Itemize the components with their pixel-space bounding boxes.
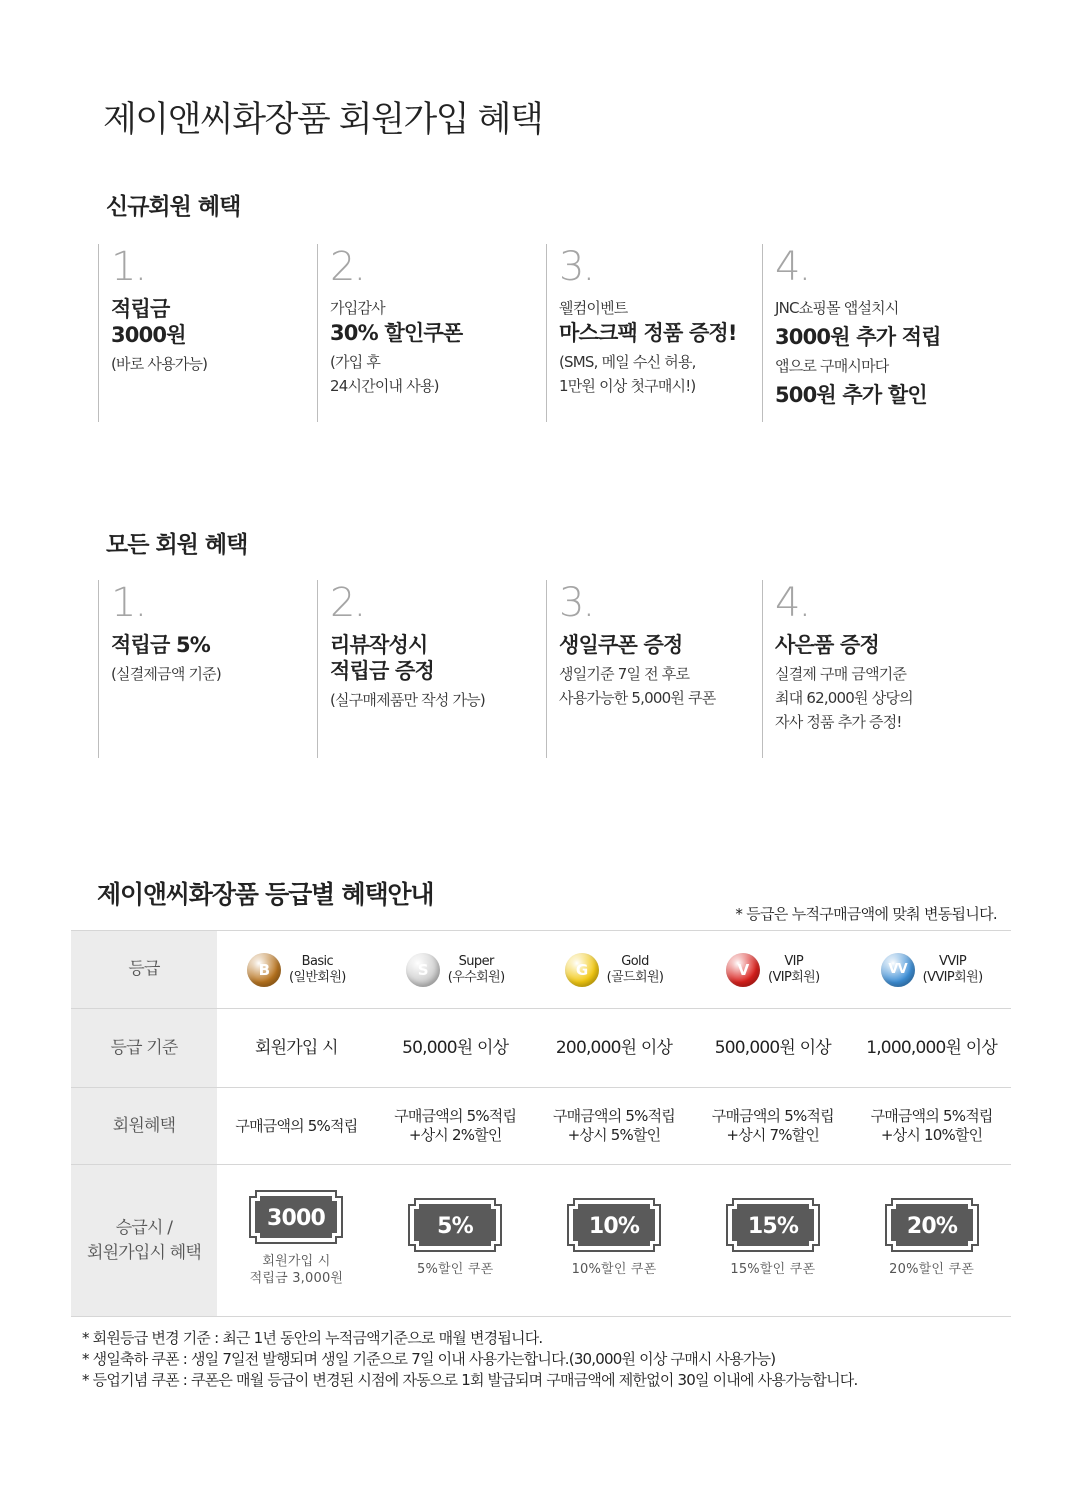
coupon-ticket-icon (248, 1189, 344, 1245)
grade-badge-icon: V (726, 953, 760, 987)
benefit-number: 3. (559, 244, 594, 290)
grade-benefit (693, 1088, 852, 1164)
benefit-headline: 30% 할인쿠폰 (330, 321, 463, 345)
benefit-text: 구매금액의 5%적립 +상시 2%할인 (394, 1107, 517, 1144)
grade-cell-basic (217, 931, 376, 1008)
benefit-headline: 500원 추가 할인 (775, 383, 927, 407)
grade-table (71, 930, 1011, 1317)
grade-criteria (852, 1009, 1011, 1087)
coupon-value: 5% (437, 1214, 474, 1239)
benefit-headline: 마스크팩 정품 증정! (559, 321, 737, 345)
grade-section-title: 제이앤씨화장품 등급별 혜택안내 (97, 880, 434, 909)
grade-label (726, 953, 820, 987)
benefit-detail: (실구매제품만 작성 가능) (330, 691, 485, 709)
coupon-value: 10% (588, 1214, 640, 1239)
grade-benefit (217, 1088, 376, 1164)
footnotes (82, 1328, 857, 1391)
benefit-detail: 사용가능한 5,000원 쿠폰 (559, 689, 716, 707)
grade-name-en: Basic (301, 953, 334, 969)
grade-name-en: VVIP (939, 953, 967, 969)
grade-criteria (535, 1009, 694, 1087)
criteria-text: 50,000원 이상 (402, 1038, 509, 1058)
row-header-coupon: 승급시 / 회원가입시 혜택 (71, 1165, 217, 1316)
criteria-text: 1,000,000원 이상 (866, 1038, 997, 1058)
grade-name (923, 954, 983, 986)
grade-label (406, 953, 505, 987)
benefit-detail: 24시간이내 사용) (330, 377, 439, 395)
new-member-section-title: 신규회원 혜택 (106, 194, 241, 220)
benefit-headline: 적립금 (111, 297, 170, 321)
grade-name (448, 954, 505, 986)
grade-name-ko: (우수회원) (447, 969, 505, 985)
benefit-detail: 앱으로 구매시마다 (775, 357, 889, 375)
coupon-ticket-icon (407, 1197, 503, 1253)
criteria-row (71, 1008, 1011, 1087)
grade-cell-gold (535, 931, 694, 1008)
coupon-caption: 5%할인 쿠폰 (417, 1262, 494, 1277)
all-member-benefits (0, 580, 1080, 758)
benefit-detail: JNC쇼핑몰 앱설치시 (775, 299, 899, 317)
benefit-number: 3. (559, 580, 594, 626)
grade-row (71, 930, 1011, 1008)
benefit-headline: 3000원 (111, 323, 186, 347)
grade-coupon (376, 1165, 535, 1316)
grade-coupon (693, 1165, 852, 1316)
grade-badge-icon: G (565, 953, 599, 987)
grade-label (247, 953, 346, 987)
benefit-number: 2. (330, 244, 365, 290)
footnote: * 회원등급 변경 기준 : 최근 1년 동안의 누적금액기준으로 매월 변경됩니다. (82, 1329, 543, 1347)
benefit-row (71, 1087, 1011, 1164)
grade-cell-vip (693, 931, 852, 1008)
coupon-row (71, 1164, 1011, 1317)
footnote: * 등업기념 쿠폰 : 쿠폰은 매월 등급이 변경된 시점에 자동으로 1회 발급되며 구매금액에 제한없이 30일 이내에 사용가능합니다. (82, 1371, 858, 1389)
grade-name (289, 954, 346, 986)
benefit-text: 구매금액의 5%적립 +상시 10%할인 (870, 1107, 993, 1144)
benefit-headline: 적립금 5% (111, 633, 211, 657)
grade-coupon (217, 1165, 376, 1316)
page-title: 제이앤씨화장품 회원가입 혜택 (103, 100, 543, 140)
grade-coupon (852, 1165, 1011, 1316)
coupon-ticket-icon (725, 1197, 821, 1253)
benefit-number: 4. (775, 580, 810, 626)
benefit-detail: (SMS, 메일 수신 허용, (559, 353, 696, 371)
grade-badge-icon: S (406, 953, 440, 987)
benefit-detail: 자사 정품 추가 증정! (775, 713, 902, 731)
benefit-text: 구매금액의 5%적립 +상시 7%할인 (711, 1107, 834, 1144)
benefit-headline: 적립금 증정 (330, 659, 434, 683)
grade-name-ko: (골드회원) (606, 969, 664, 985)
row-header-criteria: 등급 기준 (71, 1009, 217, 1087)
grade-benefit (376, 1088, 535, 1164)
benefit-column (98, 580, 317, 758)
benefit-headline: 사은품 증정 (775, 633, 879, 657)
grade-name-ko: (VIP회원) (767, 969, 820, 985)
benefit-detail: 생일기준 7일 전 후로 (559, 665, 690, 683)
criteria-text: 회원가입 시 (255, 1038, 338, 1058)
benefit-number: 1. (111, 244, 146, 290)
new-member-benefits (0, 244, 1080, 422)
coupon-value: 3000 (267, 1205, 326, 1231)
grade-name-ko: (일반회원) (289, 969, 346, 985)
coupon-caption: 20%할인 쿠폰 (889, 1262, 975, 1277)
benefit-column (762, 580, 1012, 758)
grade-cell-vvip (852, 931, 1011, 1008)
coupon-caption: 15%할인 쿠폰 (730, 1262, 816, 1277)
grade-criteria (217, 1009, 376, 1087)
benefit-column (546, 244, 762, 422)
coupon-ticket-icon (566, 1197, 662, 1253)
grade-badge-icon: VV (881, 953, 915, 987)
grade-name-en: Gold (621, 953, 649, 969)
row-header-benefit: 회원혜택 (71, 1088, 217, 1164)
benefit-number: 4. (775, 244, 810, 290)
grade-name (607, 954, 664, 986)
benefit-detail: 실결제 구매 금액기준 (775, 665, 907, 683)
grade-benefit (535, 1088, 694, 1164)
row-header-grade: 등급 (71, 931, 217, 1008)
grade-label (881, 953, 983, 987)
benefit-column (317, 580, 546, 758)
grade-coupon (535, 1165, 694, 1316)
benefit-detail: (실결제금액 기준) (111, 665, 221, 683)
criteria-text: 500,000원 이상 (714, 1038, 831, 1058)
benefit-column (317, 244, 546, 422)
coupon-ticket-icon (884, 1197, 980, 1253)
grade-note: * 등급은 누적구매금액에 맞춰 변동됩니다. (735, 905, 997, 923)
coupon-caption: 회원가입 시 적립금 3,000원 (249, 1253, 344, 1286)
grade-criteria (376, 1009, 535, 1087)
grade-badge-icon: B (247, 953, 281, 987)
benefit-detail: 가입감사 (330, 299, 385, 317)
benefit-detail: 웰컴이벤트 (559, 299, 628, 317)
grade-name (768, 954, 820, 986)
benefit-detail: 1만원 이상 첫구매시!) (559, 377, 696, 395)
footnote: * 생일축하 쿠폰 : 생일 7일전 발행되며 생일 기준으로 7일 이내 사용가는합니다.(30,000원 이상 구매시 사용가능) (82, 1350, 776, 1368)
benefit-number: 1. (111, 580, 146, 626)
all-member-section-title: 모든 회원 혜택 (106, 532, 248, 558)
grade-cell-super (376, 931, 535, 1008)
grade-name-ko: (VVIP회원) (922, 969, 983, 985)
benefit-column (98, 244, 317, 422)
benefit-column (762, 244, 1012, 422)
benefit-headline: 생일쿠폰 증정 (559, 633, 683, 657)
grade-criteria (693, 1009, 852, 1087)
benefit-text: 구매금액의 5%적립 +상시 5%할인 (552, 1107, 675, 1144)
benefit-number: 2. (330, 580, 365, 626)
grade-name-en: VIP (784, 953, 804, 969)
benefit-column (546, 580, 762, 758)
benefit-detail: (바로 사용가능) (111, 355, 208, 373)
grade-label (565, 953, 664, 987)
benefit-detail: (가입 후 (330, 353, 381, 371)
coupon-value: 20% (906, 1214, 957, 1239)
grade-benefit (852, 1088, 1011, 1164)
benefit-headline: 3000원 추가 적립 (775, 325, 941, 349)
benefit-text: 구매금액의 5%적립 (235, 1116, 358, 1135)
coupon-value: 15% (747, 1214, 798, 1239)
grade-name-en: Super (458, 953, 494, 969)
criteria-text: 200,000원 이상 (555, 1038, 673, 1058)
coupon-caption: 10%할인 쿠폰 (571, 1262, 657, 1277)
benefit-headline: 리뷰작성시 (330, 633, 428, 657)
benefit-detail: 최대 62,000원 상당의 (775, 689, 913, 707)
